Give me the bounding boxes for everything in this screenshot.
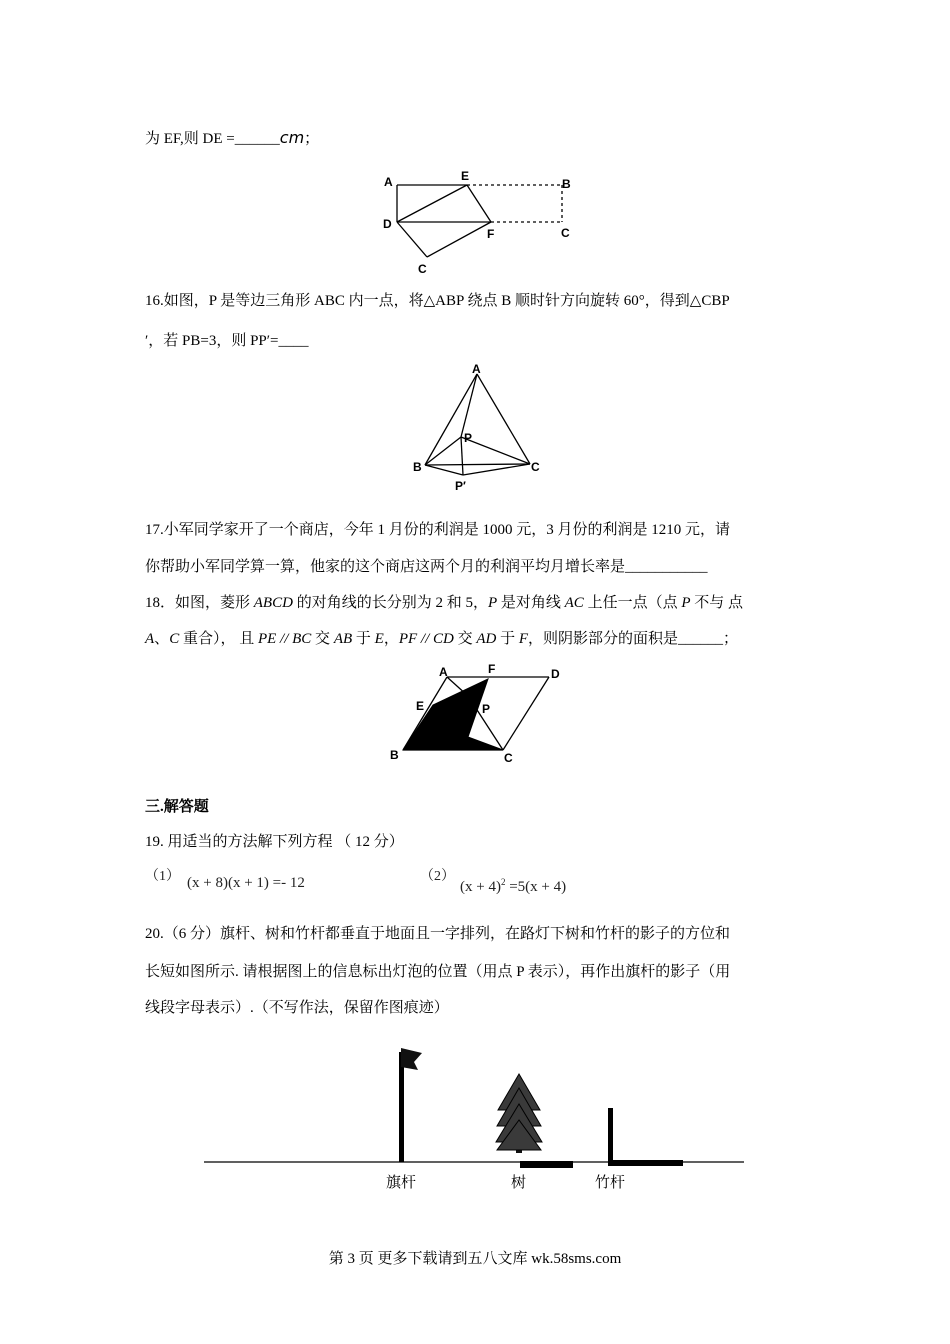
label-A: A [384, 175, 393, 189]
section-heading: 三.解答题 [145, 799, 209, 815]
q19-part1-label: （1） [145, 869, 180, 884]
q17-line-1: 17.小军同学家开了一个商店，今年 1 月份的利润是 1000 元，3 月份的利润是 1210 元，请 [145, 522, 731, 538]
q18-line-2: A、C 重合）， 且 PE // BC 交 AB 于 E，PF // CD 交 AD 于 F，则阴影部分的面积是______； [145, 631, 739, 647]
q18-line-1: 18．如图，菱形 ABCD 的对角线的长分别为 2 和 5，P 是对角线 AC 上任一点（点 P 不与 点 [145, 595, 744, 611]
q19-part1-equation: (x + 8)(x + 1) =- 12 [187, 875, 305, 891]
label-B: B [390, 748, 399, 762]
bamboo-pole [608, 1108, 613, 1164]
label-B: B [562, 177, 571, 191]
q20-line-1: 20.（6 分）旗杆、树和竹杆都垂直于地面且一字排列，在路灯下树和竹杆的影子的方位和 [145, 926, 731, 942]
answer-blank: ______ [234, 131, 280, 147]
flagpole [399, 1052, 404, 1162]
label-flagpole: 旗杆 [386, 1173, 417, 1191]
label-A: A [472, 362, 481, 376]
label-P: P [482, 702, 491, 716]
label-P: P [464, 431, 473, 445]
q19-part2-label: （2） [420, 869, 455, 884]
label-B: B [413, 460, 422, 474]
label-D: D [383, 217, 392, 231]
figure-20-flagpole-tree-bamboo [200, 1040, 750, 1200]
tree-shadow [520, 1161, 573, 1168]
label-A: A [439, 665, 448, 679]
q19-title: 19. 用适当的方法解下列方程 （ 12 分） [145, 834, 404, 850]
label-C: C [531, 460, 540, 474]
bamboo-shadow [608, 1160, 683, 1166]
label-D: D [551, 667, 560, 681]
figure-16-equilateral-triangle [400, 360, 560, 495]
label-F: F [488, 662, 496, 676]
q15-text: 为 EF,则 DE =______cm； [145, 128, 320, 147]
label-bamboo: 竹杆 [595, 1173, 626, 1191]
label-F: F [487, 227, 495, 241]
q16-line-1: 16.如图，P 是等边三角形 ABC 内一点，将△ABP 绕点 B 顺时针方向旋转 60°，得到△CBP [145, 293, 730, 309]
label-E: E [461, 169, 470, 183]
q17-line-2: 你帮助小军同学算一算，他家的这个商店这两个月的利润平均月增长率是___________ [145, 559, 708, 575]
q20-line-2: 长短如图所示. 请根据图上的信息标出灯泡的位置（用点 P 表示），再作出旗杆的影子（用 [145, 964, 731, 980]
q16-line-2: ′，若 PB=3，则 PP′=____ [145, 333, 309, 349]
label-E: E [416, 699, 425, 713]
page-footer: 第 3 页 更多下载请到五八文库 wk.58sms.com [328, 1251, 622, 1267]
figure-15-folded-rectangle [375, 165, 585, 280]
label-C-folded: C [418, 262, 427, 276]
label-P-prime: P′ [455, 479, 466, 493]
tree-icon [496, 1074, 542, 1153]
q19-part2-equation: $(x + 4)^2 =5(x + 4)$ [460, 877, 567, 895]
label-tree: 树 [511, 1173, 527, 1191]
label-C-right: C [561, 226, 570, 240]
label-C: C [504, 751, 513, 765]
figure-18-rhombus [385, 660, 575, 770]
q20-line-3: 线段字母表示）.（不写作法，保留作图痕迹） [145, 1000, 449, 1016]
flag-icon [401, 1048, 422, 1070]
